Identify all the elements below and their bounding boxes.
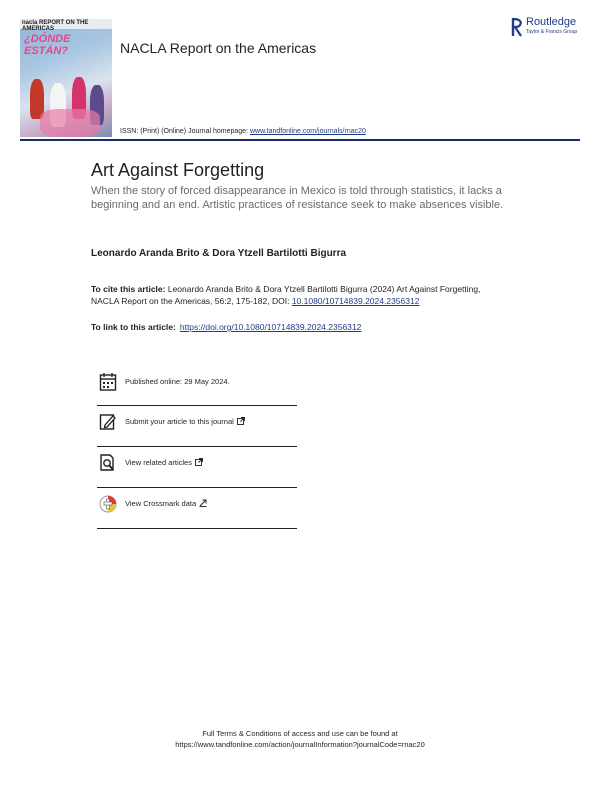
article-authors: Leonardo Aranda Brito & Dora Ytzell Bartilotti Bigurra [91,248,347,259]
cite-label: To cite this article: [91,284,166,294]
article-doi-url[interactable]: https://doi.org/10.1080/10714839.2024.2356312 [179,322,362,332]
divider [97,528,297,529]
link-label: To link to this article: [91,322,176,332]
external-link-icon [199,499,207,507]
divider [97,446,297,447]
article-link-line [91,322,361,332]
journal-homepage-link[interactable]: www.tandfonline.com/journals/rnac20 [249,128,366,135]
crossmark-row[interactable] [97,494,297,516]
issn-prefix: ISSN: (Print) (Online) Journal homepage: [120,128,250,135]
terms-footer [0,728,600,750]
article-title: Art Against Forgetting [91,160,265,180]
related-articles-label: View related articles [125,458,192,467]
cover-headline-line2: ESTÁN? [24,45,68,57]
edit-document-icon [99,412,117,432]
submit-article-row[interactable] [97,412,297,434]
routledge-logo-icon [511,16,524,38]
citation-block [91,283,491,307]
divider [97,487,297,488]
publisher-subtitle: Taylor & Francis Group [526,29,578,35]
submit-article-link[interactable] [125,417,245,426]
published-row [97,372,297,394]
external-link-icon [237,417,245,425]
crossmark-link[interactable] [125,499,207,508]
doi-link[interactable]: 10.1080/10714839.2024.2356312 [291,296,420,306]
published-date: Published online: 29 May 2024. [125,377,230,386]
terms-line: Full Terms & Conditions of access and use can be found at [202,729,398,738]
article-subtitle: When the story of forced disappearance in Mexico is told through statistics, it lacks a beginning and an end. Artistic practices of resistance seek to make absences visible. [91,185,504,211]
submit-article-label: Submit your article to this journal [125,417,234,426]
journal-title: NACLA Report on the Americas [120,40,317,56]
cover-headline-line1: ¿DÓNDE [24,33,71,45]
external-link-icon [195,458,203,466]
journal-cover-image [20,19,112,137]
related-articles-link[interactable] [125,458,203,467]
cite-text: Leonardo Aranda Brito & Dora Ytzell Bartilotti Bigurra (2024) Art Against Forgetting, NACLA Report on the Americas, 56:2, 175-182, DOI: [91,284,481,306]
issn-line [120,128,366,135]
crossmark-label: View Crossmark data [125,499,197,508]
divider [97,405,297,406]
cover-masthead: nacla REPORT ON THE AMERICAS [22,20,89,32]
publisher-name: Routledge [526,16,577,28]
search-document-icon [99,453,117,473]
terms-url[interactable]: https://www.tandfonline.com/action/journalInformation?journalCode=rnac20 [175,740,425,749]
publisher-logo [511,16,591,40]
cover-headline [24,33,70,57]
header-divider [20,139,580,141]
related-articles-row[interactable] [97,453,297,475]
crossmark-icon [99,494,117,514]
calendar-icon [99,372,117,392]
